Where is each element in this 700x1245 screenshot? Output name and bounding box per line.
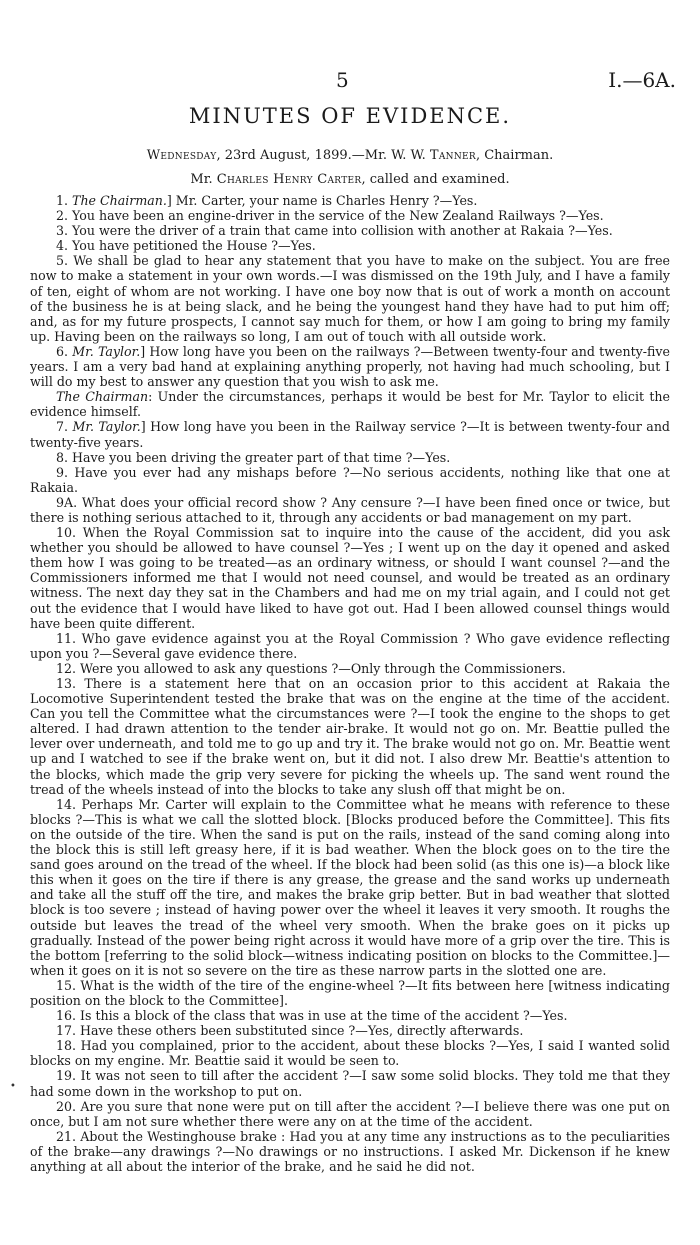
paragraph-text: There is a statement here that on an occasion prior to this accident at Rakaia the Locomotive Superintendent tested the brake that was on the engine at the time of the accident. Can you tell the Committee what the circumstances were ?—I took the engine to the shops to get altered. I had drawn attention to the tender air-brake. It would not go on. Mr. Beattie pulled the lever over underneath, and told me to go up and try it. The brake would not go on. Mr. Beattie went up and I watched to see if the brake went on, but it did not. I also drew Mr. Beattie's attention to the blocks, which made the grip very severe for picking the wheels up. The sand went round the tread of the wheels instead of into the blocks to take any slush off that might be on. xyxy=(30,676,670,797)
question-number: 17. xyxy=(56,1023,77,1039)
session-dateline xyxy=(0,148,700,163)
question-number: 3. xyxy=(56,223,69,239)
evidence-paragraph xyxy=(30,208,670,223)
evidence-paragraph xyxy=(30,676,670,797)
evidence-paragraph xyxy=(30,344,670,389)
session-date: , 23rd August, 1899.—Mr. W. W. xyxy=(216,148,430,163)
evidence-paragraph xyxy=(30,223,670,238)
paragraph-text: We shall be glad to hear any statement that you have to make on the subject. You are free now to make a statement in your own words.—I was dismissed on the 19th July, and I have a family of ten, eight of whom are not working. I have one boy now that is out of work a month on account of the business he is at being slack, and he being the youngest hand they have had to put him off; and, as for my future prospects, I cannot say much for them, or how I am going to bring my family up. Having been on the railways so long, I am out of touch with all outside work. xyxy=(30,253,670,344)
question-number: 2. xyxy=(56,208,69,224)
question-number: 9A. xyxy=(56,494,78,510)
evidence-paragraph xyxy=(30,495,670,525)
document-title: MINUTES OF EVIDENCE. xyxy=(188,104,512,128)
margin-dot: • xyxy=(10,1081,16,1092)
paragraph-text: When the Royal Commission sat to inquire into the cause of the accident, did you ask whether you should be allowed to have counsel ?—Yes ; I went up on the day it opened and asked them how I was going to be treated—as an ordinary witness, or should I want counsel ?—and the Commissioners informed me that I would not need counsel, and would be treated as an ordinary witness. The next day they sat in the Chambers and had me on my trial again, and I could not get out the evidence that I would have liked to have got out. Had I been allowed counsel things would have been quite different. xyxy=(30,525,670,631)
evidence-paragraph xyxy=(30,1038,670,1068)
witness-name: Charles Henry Carter xyxy=(216,172,362,187)
evidence-paragraph xyxy=(30,1068,670,1098)
question-number: 8. xyxy=(56,449,69,465)
paragraph-text: ] How long have you been in the Railway service ?—It is between twenty-four and twenty-five years. xyxy=(30,419,670,450)
speaker-name: The Chairman. xyxy=(72,193,167,208)
paragraph-text: It was not seen to till after the accident ?—I saw some solid blocks. They told me that they had some down in the workshop to put on. xyxy=(30,1068,670,1099)
question-number: 12. xyxy=(56,660,77,676)
paragraph-text: Have these others been substituted since ?—Yes, directly afterwards. xyxy=(80,1023,524,1039)
evidence-paragraph xyxy=(30,419,670,449)
paragraph-text: Have you ever had any mishaps before ?—No serious accidents, nothing like that one at Rakaia. xyxy=(30,464,670,495)
evidence-paragraph xyxy=(30,389,670,419)
paragraph-text: What is the width of the tire of the engine-wheel ?—It fits between here [witness indicating position on the block to the Committee]. xyxy=(30,977,670,1008)
evidence-paragraph xyxy=(30,631,670,661)
evidence-paragraph xyxy=(30,1129,670,1174)
question-number: 4. xyxy=(56,238,69,254)
paragraph-text: Had you complained, prior to the accident, about these blocks ?—Yes, I said I wanted solid blocks on my engine. Mr. Beattie said it would be seen to. xyxy=(30,1038,670,1069)
witness-prefix: Mr. xyxy=(190,172,217,187)
witness-line xyxy=(0,172,700,187)
question-number: 1. xyxy=(56,193,69,208)
evidence-paragraph xyxy=(30,525,670,631)
evidence-paragraph xyxy=(30,797,670,978)
question-number: 19. xyxy=(56,1068,77,1084)
question-number: 7. xyxy=(56,419,69,435)
speaker-name: Mr. Taylor. xyxy=(72,343,141,359)
question-number: 13. xyxy=(56,676,77,691)
speaker-name: The Chairman xyxy=(56,389,149,405)
witness-suffix: , called and examined. xyxy=(361,172,510,187)
question-number: 14. xyxy=(56,796,77,812)
evidence-paragraph xyxy=(30,1008,670,1023)
paragraph-text: About the Westinghouse brake : Had you at any time any instructions as to the peculiarities of the brake—any drawings ?—No drawings or no instructions. I asked Mr. Dickenson if he knew anything at all about the interior of the brake, and he said he did not. xyxy=(30,1128,670,1174)
paragraph-text: ] Mr. Carter, your name is Charles Henry ?—Yes. xyxy=(166,193,478,208)
paragraph-text: Were you allowed to ask any questions ?—Only through the Commissioners. xyxy=(80,660,566,676)
evidence-paragraph xyxy=(30,450,670,465)
evidence-paragraph xyxy=(30,661,670,676)
evidence-paragraph xyxy=(30,978,670,1008)
evidence-body xyxy=(30,193,670,1174)
paragraph-text: Who gave evidence against you at the Royal Commission ? Who gave evidence reflecting upon you ?—Several gave evidence there. xyxy=(30,630,671,661)
paragraph-text: You have been an engine-driver in the service of the New Zealand Railways ?—Yes. xyxy=(72,208,604,224)
paragraph-text: Is this a block of the class that was in use at the time of the accident ?—Yes. xyxy=(80,1008,568,1024)
paragraph-text: You have petitioned the House ?—Yes. xyxy=(72,238,316,254)
evidence-paragraph xyxy=(30,238,670,253)
question-number: 18. xyxy=(56,1038,77,1054)
question-number: 16. xyxy=(56,1008,77,1024)
question-number: 9. xyxy=(56,464,69,480)
page-number: 5 xyxy=(336,68,349,92)
evidence-paragraph xyxy=(30,1099,670,1129)
question-number: 10. xyxy=(56,525,77,541)
paragraph-text: You were the driver of a train that came into collision with another at Rakaia ?—Yes. xyxy=(72,223,613,239)
evidence-paragraph xyxy=(30,1023,670,1038)
paper-reference: I.—6A. xyxy=(608,68,676,92)
chairman-name: Tanner xyxy=(429,148,476,163)
session-day: Wednesday xyxy=(146,148,217,163)
paragraph-text: : Under the circumstances, perhaps it would be best for Mr. Taylor to elicit the evidence himself. xyxy=(30,389,670,420)
evidence-paragraph xyxy=(30,193,670,208)
question-number: 20. xyxy=(56,1098,77,1114)
question-number: 21. xyxy=(56,1128,77,1144)
evidence-paragraph xyxy=(30,253,670,344)
question-number: 11. xyxy=(56,630,77,646)
paragraph-text: Are you sure that none were put on till after the accident ?—I believe there was one put on once, but I am not sure whether there were any on at the time of the accident. xyxy=(30,1098,670,1129)
chairman-role: , Chairman. xyxy=(475,148,554,163)
evidence-paragraph xyxy=(30,465,670,495)
question-number: 15. xyxy=(56,977,77,993)
paragraph-text: Perhaps Mr. Carter will explain to the Committee what he means with reference to these blocks ?—This is what we call the slotted block. [Blocks produced before the Committee]. This fits on the outside of the tire. When the sand is put on the rails, instead of the sand coming along into the block this is still left greasy here, if it is bad weather. When the block goes on to the tire the sand goes around on the tread of the wheel. If the block had been solid (as this one is)—a block like this when it goes on the tire if there is any grease, the grease and the sand works up underneath and take all the stuff off the tire, and makes the brake grip better. But in bad weather that slotted block is too severe ; instead of having power over the wheel it leaves it very smooth. It roughs the outside but leaves the tread of the wheel very smooth. When the brake goes on it picks up gradually. Instead of the power being right across it would have more of a grip over the tire. This is the bottom [referring to the solid block—witness indicating position on blocks to the Committee.]—when it goes on it is not so severe on the tire as these narrow parts in the slotted one are. xyxy=(30,796,670,978)
speaker-name: Mr. Taylor. xyxy=(72,419,141,435)
question-number: 6. xyxy=(56,343,69,359)
paragraph-text: Have you been driving the greater part of that time ?—Yes. xyxy=(72,449,451,465)
paragraph-text: What does your official record show ? Any censure ?—I have been fined once or twice, but there is nothing serious attached to it, through any accidents or bad management on my part. xyxy=(30,494,670,525)
paragraph-text: ] How long have you been on the railways ?—Between twenty-four and twenty-five years. I am a very bad hand at explaining anything properly, not having had much schooling, but I will do my best to answer any question that you wish to ask me. xyxy=(30,343,670,390)
question-number: 5. xyxy=(56,253,69,269)
